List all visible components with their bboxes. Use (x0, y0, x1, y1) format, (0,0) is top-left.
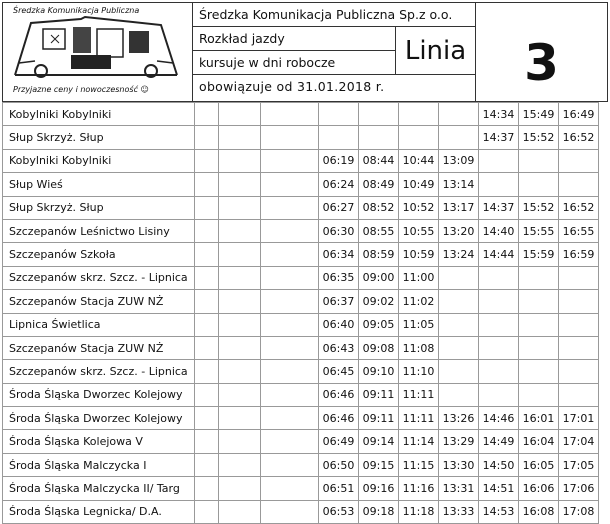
departure-time: 10:49 (399, 173, 439, 196)
timetable-sheet (2, 2, 608, 519)
departure-time (219, 126, 261, 149)
table-row (3, 196, 599, 219)
timetable-grid (2, 102, 599, 524)
departure-time (519, 290, 559, 313)
departure-time (261, 126, 319, 149)
departure-time: 08:44 (359, 149, 399, 172)
departure-time (479, 290, 519, 313)
stop-name: Słup Wieś (3, 173, 195, 196)
departure-time: 15:52 (519, 196, 559, 219)
departure-time (195, 103, 219, 126)
departure-time: 09:14 (359, 430, 399, 453)
departure-time (439, 126, 479, 149)
departure-time: 09:11 (359, 407, 399, 430)
departure-time: 09:15 (359, 453, 399, 476)
departure-time (559, 266, 599, 289)
departure-time: 16:06 (519, 477, 559, 500)
departure-time: 17:06 (559, 477, 599, 500)
departure-time: 10:59 (399, 243, 439, 266)
departure-time (195, 196, 219, 219)
logo-slogan: Przyjazne ceny i nowoczesność ☺ (13, 85, 149, 94)
line-label: Linia (395, 27, 475, 75)
stop-name: Środa Śląska Legnicka/ D.A. (3, 500, 195, 523)
departure-time (479, 336, 519, 359)
stop-name: Słup Skrzyż. Słup (3, 126, 195, 149)
stop-name: Szczepanów Stacja ZUW NŻ (3, 336, 195, 359)
departure-time: 06:37 (319, 290, 359, 313)
departure-time (261, 407, 319, 430)
departure-time: 13:09 (439, 149, 479, 172)
document-type: Rozkład jazdy (193, 27, 395, 51)
departure-time (261, 196, 319, 219)
table-row (3, 149, 599, 172)
departure-time (195, 290, 219, 313)
departure-time (261, 336, 319, 359)
departure-time: 06:43 (319, 336, 359, 359)
departure-time: 11:00 (399, 266, 439, 289)
stop-name: Środa Śląska Malczycka II/ Targ (3, 477, 195, 500)
departure-time: 06:35 (319, 266, 359, 289)
departure-time (219, 149, 261, 172)
departure-time: 06:27 (319, 196, 359, 219)
departure-time: 11:18 (399, 500, 439, 523)
departure-time (195, 430, 219, 453)
departure-time (479, 173, 519, 196)
departure-time: 09:10 (359, 360, 399, 383)
departure-time (219, 407, 261, 430)
departure-time (559, 290, 599, 313)
departure-time (519, 173, 559, 196)
departure-time (479, 360, 519, 383)
company-logo (3, 3, 193, 101)
departure-time (261, 383, 319, 406)
table-row (3, 453, 599, 476)
departure-time: 15:59 (519, 243, 559, 266)
departure-time (261, 103, 319, 126)
departure-time (519, 266, 559, 289)
departure-time (261, 290, 319, 313)
departure-time: 09:18 (359, 500, 399, 523)
departure-time (195, 477, 219, 500)
departure-time (261, 477, 319, 500)
departure-time: 16:59 (559, 243, 599, 266)
departure-time: 11:14 (399, 430, 439, 453)
departure-time: 13:26 (439, 407, 479, 430)
departure-time (195, 149, 219, 172)
table-row (3, 336, 599, 359)
departure-time: 09:05 (359, 313, 399, 336)
stop-name: Szczepanów Szkoła (3, 243, 195, 266)
departure-time (261, 243, 319, 266)
departure-time: 17:08 (559, 500, 599, 523)
timetable-info (193, 3, 475, 101)
departure-time: 15:55 (519, 219, 559, 242)
departure-time: 11:15 (399, 453, 439, 476)
departure-time (261, 266, 319, 289)
stop-name: Szczepanów skrz. Szcz. - Lipnica (3, 360, 195, 383)
departure-time (519, 313, 559, 336)
departure-time (195, 360, 219, 383)
departure-time (559, 336, 599, 359)
departure-time: 14:44 (479, 243, 519, 266)
departure-time: 06:30 (319, 219, 359, 242)
departure-time: 13:17 (439, 196, 479, 219)
departure-time (219, 196, 261, 219)
departure-time (195, 173, 219, 196)
stop-name: Środa Śląska Kolejowa V (3, 430, 195, 453)
departure-time: 06:51 (319, 477, 359, 500)
departure-time (219, 430, 261, 453)
departure-time: 11:05 (399, 313, 439, 336)
departure-time (439, 266, 479, 289)
stop-name: Szczepanów Leśnictwo Lisiny (3, 219, 195, 242)
departure-time: 14:37 (479, 196, 519, 219)
departure-time (195, 336, 219, 359)
operating-days: kursuje w dni robocze (193, 51, 395, 75)
departure-time (559, 313, 599, 336)
departure-time: 16:01 (519, 407, 559, 430)
departure-time: 08:49 (359, 173, 399, 196)
departure-time (261, 500, 319, 523)
departure-time (479, 266, 519, 289)
departure-time: 11:10 (399, 360, 439, 383)
departure-time: 09:16 (359, 477, 399, 500)
departure-time: 17:01 (559, 407, 599, 430)
table-row (3, 313, 599, 336)
departure-time: 11:08 (399, 336, 439, 359)
departure-time (439, 290, 479, 313)
departure-time: 06:19 (319, 149, 359, 172)
departure-time (219, 173, 261, 196)
departure-time (261, 360, 319, 383)
departure-time: 08:52 (359, 196, 399, 219)
departure-time (261, 453, 319, 476)
line-number: 3 (475, 3, 607, 101)
departure-time: 09:08 (359, 336, 399, 359)
stop-name: Środa Śląska Dworzec Kolejowy (3, 383, 195, 406)
stop-name: Szczepanów skrz. Szcz. - Lipnica (3, 266, 195, 289)
departure-time (439, 313, 479, 336)
stop-name: Kobylniki Kobylniki (3, 149, 195, 172)
departure-time: 11:02 (399, 290, 439, 313)
departure-time (195, 453, 219, 476)
departure-time: 14:49 (479, 430, 519, 453)
table-row (3, 103, 599, 126)
departure-time (399, 103, 439, 126)
departure-time (479, 313, 519, 336)
departure-time: 09:02 (359, 290, 399, 313)
departure-time: 11:16 (399, 477, 439, 500)
company-name: Średzka Komunikacja Publiczna Sp.z o.o. (193, 3, 475, 27)
departure-time: 06:49 (319, 430, 359, 453)
departure-time: 10:55 (399, 219, 439, 242)
departure-time: 14:37 (479, 126, 519, 149)
departure-time (261, 173, 319, 196)
departure-time (319, 126, 359, 149)
departure-time: 17:05 (559, 453, 599, 476)
stop-name: Słup Skrzyż. Słup (3, 196, 195, 219)
departure-time: 16:05 (519, 453, 559, 476)
departure-time (195, 313, 219, 336)
departure-time: 16:52 (559, 126, 599, 149)
departure-time: 13:24 (439, 243, 479, 266)
departure-time (439, 336, 479, 359)
table-row (3, 407, 599, 430)
departure-time: 06:53 (319, 500, 359, 523)
departure-time (479, 383, 519, 406)
departure-time: 13:29 (439, 430, 479, 453)
departure-time (559, 149, 599, 172)
departure-time (219, 360, 261, 383)
table-row (3, 173, 599, 196)
departure-time: 06:46 (319, 383, 359, 406)
departure-time: 06:40 (319, 313, 359, 336)
departure-time: 06:24 (319, 173, 359, 196)
departure-time: 06:50 (319, 453, 359, 476)
departure-time: 16:08 (519, 500, 559, 523)
departure-time: 16:55 (559, 219, 599, 242)
departure-time: 11:11 (399, 407, 439, 430)
departure-time (261, 313, 319, 336)
departure-time: 08:59 (359, 243, 399, 266)
departure-time: 17:04 (559, 430, 599, 453)
departure-time (195, 219, 219, 242)
departure-time: 14:53 (479, 500, 519, 523)
departure-time (195, 407, 219, 430)
departure-time (195, 383, 219, 406)
departure-time: 13:31 (439, 477, 479, 500)
stop-name: Szczepanów Stacja ZUW NŻ (3, 290, 195, 313)
departure-time (195, 243, 219, 266)
table-row (3, 126, 599, 149)
table-row (3, 383, 599, 406)
departure-time: 13:20 (439, 219, 479, 242)
departure-time (219, 383, 261, 406)
departure-time (219, 290, 261, 313)
departure-time (399, 126, 439, 149)
departure-time (359, 103, 399, 126)
departure-time (261, 430, 319, 453)
departure-time: 15:52 (519, 126, 559, 149)
departure-time (219, 266, 261, 289)
departure-time: 11:11 (399, 383, 439, 406)
departure-time (261, 219, 319, 242)
departure-time: 14:51 (479, 477, 519, 500)
table-row (3, 360, 599, 383)
table-row (3, 500, 599, 523)
departure-time: 13:14 (439, 173, 479, 196)
stop-name: Kobylniki Kobylniki (3, 103, 195, 126)
departure-time (439, 103, 479, 126)
departure-time: 10:44 (399, 149, 439, 172)
departure-time (219, 453, 261, 476)
departure-time (219, 500, 261, 523)
departure-time (195, 266, 219, 289)
departure-time (195, 126, 219, 149)
valid-from: obowiązuje od 31.01.2018 r. (199, 79, 385, 94)
departure-time (559, 173, 599, 196)
departure-time (359, 126, 399, 149)
departure-time (439, 383, 479, 406)
departure-time: 13:30 (439, 453, 479, 476)
table-row (3, 243, 599, 266)
departure-time (219, 219, 261, 242)
departure-time (319, 103, 359, 126)
stop-name: Środa Śląska Malczycka I (3, 453, 195, 476)
departure-time (559, 360, 599, 383)
departure-time (219, 336, 261, 359)
departure-time: 14:46 (479, 407, 519, 430)
departure-time: 16:52 (559, 196, 599, 219)
departure-time: 08:55 (359, 219, 399, 242)
table-row (3, 430, 599, 453)
departure-time: 15:49 (519, 103, 559, 126)
departure-time (219, 477, 261, 500)
departure-time (219, 243, 261, 266)
stop-name: Środa Śląska Dworzec Kolejowy (3, 407, 195, 430)
departure-time (519, 149, 559, 172)
table-row (3, 219, 599, 242)
departure-time: 06:45 (319, 360, 359, 383)
departure-time: 14:34 (479, 103, 519, 126)
departure-time: 14:40 (479, 219, 519, 242)
departure-time (219, 103, 261, 126)
departure-time: 16:04 (519, 430, 559, 453)
departure-time: 06:34 (319, 243, 359, 266)
departure-time: 16:49 (559, 103, 599, 126)
departure-time (559, 383, 599, 406)
table-row (3, 266, 599, 289)
departure-time: 14:50 (479, 453, 519, 476)
table-row (3, 290, 599, 313)
departure-time: 06:46 (319, 407, 359, 430)
departure-time (261, 149, 319, 172)
departure-time (439, 360, 479, 383)
departure-time: 10:52 (399, 196, 439, 219)
stop-name: Lipnica Świetlica (3, 313, 195, 336)
departure-time (219, 313, 261, 336)
departure-time (195, 500, 219, 523)
departure-time (519, 383, 559, 406)
departure-time (519, 336, 559, 359)
departure-time: 09:00 (359, 266, 399, 289)
table-row (3, 477, 599, 500)
logo-title: Średzka Komunikacja Publiczna (13, 6, 140, 15)
header (2, 2, 608, 102)
departure-time (519, 360, 559, 383)
bus-illustration-icon (11, 15, 187, 83)
departure-time: 09:11 (359, 383, 399, 406)
departure-time (479, 149, 519, 172)
departure-time: 13:33 (439, 500, 479, 523)
